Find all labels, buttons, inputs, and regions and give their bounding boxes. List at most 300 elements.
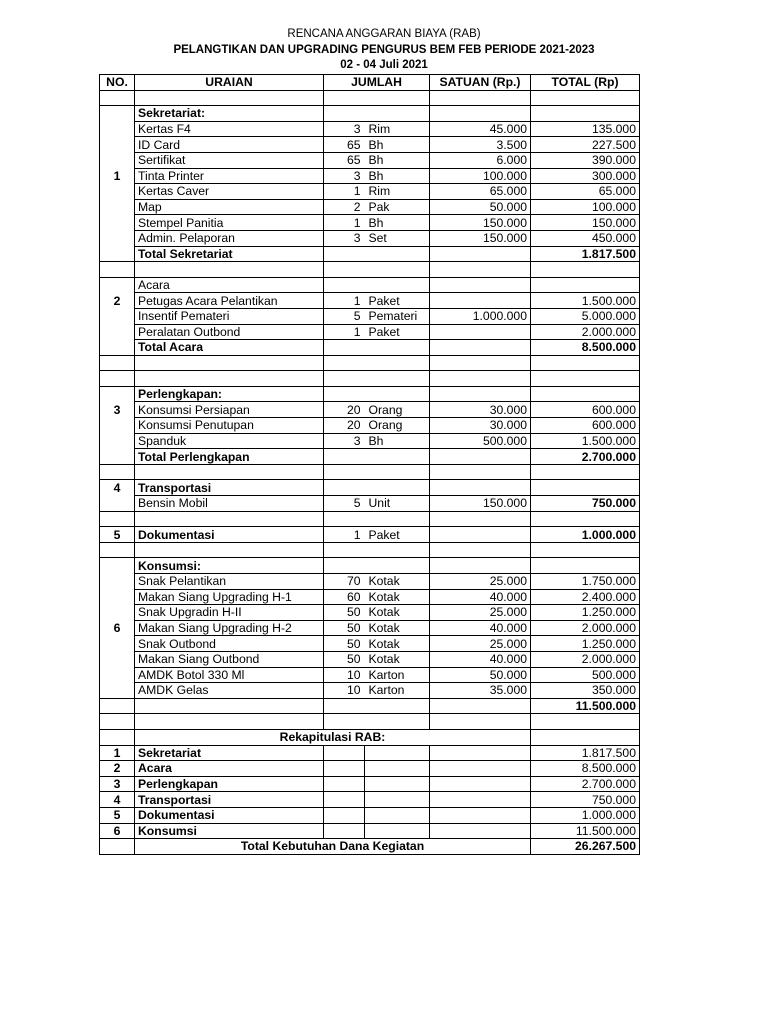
recap-number: 6 (100, 823, 135, 839)
row-number (100, 511, 135, 527)
price-cell (430, 558, 531, 574)
row-number (100, 184, 135, 200)
row-number (100, 152, 135, 168)
row-number (100, 90, 135, 106)
table-row (100, 121, 640, 137)
item-total: 1.000.000 (531, 527, 640, 543)
item-price: 3.500 (430, 137, 531, 153)
unit-cell (365, 90, 430, 106)
table-row (100, 589, 640, 605)
uraian-cell (135, 262, 324, 278)
table-row (100, 527, 640, 543)
item-total: 450.000 (531, 230, 640, 246)
blank-row (100, 511, 640, 527)
table-row (100, 324, 640, 340)
item-label: Map (135, 199, 324, 215)
item-label: Konsumsi Persiapan (135, 402, 324, 418)
qty-cell (324, 792, 365, 808)
item-price: 25.000 (430, 574, 531, 590)
col-header-total: TOTAL (Rp) (531, 75, 640, 91)
qty-cell (324, 277, 365, 293)
qty-cell (324, 823, 365, 839)
item-label: Insentif Pemateri (135, 308, 324, 324)
qty-cell (324, 262, 365, 278)
budget-table (99, 74, 640, 855)
price-cell (430, 480, 531, 496)
row-number (100, 496, 135, 512)
item-unit: Pak (365, 199, 430, 215)
recap-total: 11.500.000 (531, 823, 640, 839)
row-number (100, 698, 135, 714)
item-total: 500.000 (531, 667, 640, 683)
item-label: Makan Siang Upgrading H-2 (135, 620, 324, 636)
table-row (100, 293, 640, 309)
total-cell (531, 714, 640, 730)
section-heading: Konsumsi: (135, 558, 324, 574)
section-heading: Sekretariat: (135, 106, 324, 122)
table-row (100, 620, 640, 636)
grand-total-row (100, 839, 640, 855)
item-unit: Rim (365, 184, 430, 200)
item-price: 30.000 (430, 418, 531, 434)
item-qty: 1 (324, 324, 365, 340)
total-cell (531, 511, 640, 527)
subtotal-row (100, 246, 640, 262)
row-number (100, 558, 135, 574)
blank-row (100, 464, 640, 480)
item-unit: Kotak (365, 574, 430, 590)
item-unit: Rim (365, 121, 430, 137)
section-heading: Acara (135, 277, 324, 293)
row-number: 3 (100, 402, 135, 418)
row-number (100, 589, 135, 605)
item-unit: Paket (365, 324, 430, 340)
item-qty: 20 (324, 418, 365, 434)
row-number (100, 636, 135, 652)
table-row (100, 496, 640, 512)
qty-cell (324, 511, 365, 527)
uraian-cell (135, 542, 324, 558)
document-subtitle: PELANGTIKAN DAN UPGRADING PENGURUS BEM FEB PERIODE 2021-2023 (173, 44, 595, 56)
qty-cell (324, 698, 365, 714)
item-label: AMDK Gelas (135, 683, 324, 699)
table-row (100, 308, 640, 324)
recap-number: 4 (100, 792, 135, 808)
col-header-satuan: SATUAN (Rp.) (430, 75, 531, 91)
item-unit: Bh (365, 168, 430, 184)
item-total: 350.000 (531, 683, 640, 699)
item-label: Kertas F4 (135, 121, 324, 137)
item-price: 150.000 (430, 215, 531, 231)
item-price: 40.000 (430, 651, 531, 667)
row-number (100, 199, 135, 215)
row-number (100, 246, 135, 262)
item-price: 1.000.000 (430, 308, 531, 324)
item-qty: 70 (324, 574, 365, 590)
item-total: 2.000.000 (531, 620, 640, 636)
blank-row (100, 714, 640, 730)
price-cell (430, 262, 531, 278)
table-row (100, 683, 640, 699)
row-number (100, 324, 135, 340)
recap-total: 1.000.000 (531, 807, 640, 823)
price-cell (430, 386, 531, 402)
subtotal-label: Total Acara (135, 340, 324, 356)
item-label: Bensin Mobil (135, 496, 324, 512)
item-qty: 50 (324, 651, 365, 667)
item-label: Tinta Printer (135, 168, 324, 184)
price-cell (430, 90, 531, 106)
unit-cell (365, 262, 430, 278)
item-qty: 1 (324, 293, 365, 309)
price-cell (430, 464, 531, 480)
price-cell (430, 277, 531, 293)
unit-cell (365, 542, 430, 558)
table-row (100, 277, 640, 293)
row-number (100, 277, 135, 293)
unit-cell (365, 511, 430, 527)
table-row (100, 574, 640, 590)
item-qty: 65 (324, 137, 365, 153)
subtotal-row (100, 340, 640, 356)
item-unit: Kotak (365, 605, 430, 621)
recap-total: 2.700.000 (531, 776, 640, 792)
recap-title-row (100, 729, 640, 745)
subtotal-row (100, 449, 640, 465)
item-price: 100.000 (430, 168, 531, 184)
recap-label: Perlengkapan (135, 776, 324, 792)
price-cell (430, 511, 531, 527)
total-cell (531, 464, 640, 480)
table-row (100, 651, 640, 667)
item-unit: Unit (365, 496, 430, 512)
item-total: 2.000.000 (531, 651, 640, 667)
row-number (100, 714, 135, 730)
total-cell (531, 480, 640, 496)
row-number (100, 449, 135, 465)
blank-row (100, 355, 640, 371)
item-label: Makan Siang Outbond (135, 651, 324, 667)
total-cell (531, 386, 640, 402)
grand-total-label: Total Kebutuhan Dana Kegiatan (135, 839, 531, 855)
item-price: 35.000 (430, 683, 531, 699)
table-row (100, 168, 640, 184)
item-total: 600.000 (531, 402, 640, 418)
qty-cell (324, 340, 365, 356)
table-row (100, 199, 640, 215)
recap-total: 750.000 (531, 792, 640, 808)
qty-cell (324, 807, 365, 823)
recap-row (100, 776, 640, 792)
recap-total: 8.500.000 (531, 761, 640, 777)
item-label: Stempel Panitia (135, 215, 324, 231)
unit-cell (365, 745, 430, 761)
item-qty: 65 (324, 152, 365, 168)
row-number (100, 729, 135, 745)
row-number (100, 106, 135, 122)
row-number (100, 667, 135, 683)
price-cell (430, 246, 531, 262)
recap-number: 3 (100, 776, 135, 792)
total-cell (531, 90, 640, 106)
item-total: 750.000 (531, 496, 640, 512)
unit-cell (365, 480, 430, 496)
price-cell (430, 106, 531, 122)
item-qty: 3 (324, 121, 365, 137)
item-total: 1.500.000 (531, 293, 640, 309)
item-label: Snak Upgradin H-II (135, 605, 324, 621)
item-label: Spanduk (135, 433, 324, 449)
qty-cell (324, 558, 365, 574)
total-cell (531, 558, 640, 574)
item-price: 40.000 (430, 589, 531, 605)
total-cell (531, 542, 640, 558)
row-number (100, 651, 135, 667)
qty-cell (324, 355, 365, 371)
item-price: 50.000 (430, 199, 531, 215)
table-row (100, 418, 640, 434)
budget-rows (100, 90, 640, 854)
item-total: 1.500.000 (531, 433, 640, 449)
uraian-cell (135, 355, 324, 371)
qty-cell (324, 449, 365, 465)
item-unit: Bh (365, 433, 430, 449)
row-number (100, 137, 135, 153)
item-total: 227.500 (531, 137, 640, 153)
unit-cell (365, 246, 430, 262)
subtotal-value: 8.500.000 (531, 340, 640, 356)
item-price: 40.000 (430, 620, 531, 636)
item-price (430, 324, 531, 340)
item-label: ID Card (135, 137, 324, 153)
row-number (100, 262, 135, 278)
price-cell (430, 449, 531, 465)
row-number (100, 355, 135, 371)
price-cell (430, 807, 531, 823)
item-qty: 5 (324, 496, 365, 512)
col-header-jumlah: JUMLAH (324, 75, 430, 91)
recap-row (100, 745, 640, 761)
recap-number: 1 (100, 745, 135, 761)
row-number: 5 (100, 527, 135, 543)
row-number (100, 308, 135, 324)
row-number (100, 839, 135, 855)
item-total: 300.000 (531, 168, 640, 184)
table-header-row (100, 75, 640, 91)
price-cell (430, 542, 531, 558)
total-cell (531, 355, 640, 371)
item-price (430, 293, 531, 309)
item-price: 150.000 (430, 230, 531, 246)
subtotal-label (135, 698, 324, 714)
recap-label: Dokumentasi (135, 807, 324, 823)
row-number (100, 433, 135, 449)
item-qty: 3 (324, 230, 365, 246)
row-number (100, 340, 135, 356)
row-number (100, 464, 135, 480)
unit-cell (365, 386, 430, 402)
table-row (100, 558, 640, 574)
item-qty: 2 (324, 199, 365, 215)
item-unit: Paket (365, 527, 430, 543)
unit-cell (365, 277, 430, 293)
total-cell (531, 277, 640, 293)
item-qty: 50 (324, 620, 365, 636)
row-number (100, 542, 135, 558)
row-number (100, 371, 135, 387)
price-cell (430, 714, 531, 730)
item-qty: 50 (324, 636, 365, 652)
item-qty: 3 (324, 168, 365, 184)
item-label: AMDK Botol 330 Ml (135, 667, 324, 683)
row-number (100, 683, 135, 699)
uraian-cell (135, 714, 324, 730)
item-qty: 10 (324, 683, 365, 699)
section-heading: Perlengkapan: (135, 386, 324, 402)
qty-cell (324, 776, 365, 792)
unit-cell (365, 792, 430, 808)
item-unit: Kotak (365, 636, 430, 652)
blank-row (100, 262, 640, 278)
item-unit: Kotak (365, 651, 430, 667)
unit-cell (365, 340, 430, 356)
item-unit: Set (365, 230, 430, 246)
item-qty: 1 (324, 527, 365, 543)
blank-row (100, 90, 640, 106)
qty-cell (324, 246, 365, 262)
item-unit: Karton (365, 667, 430, 683)
blank-row (100, 371, 640, 387)
item-total: 150.000 (531, 215, 640, 231)
qty-cell (324, 386, 365, 402)
table-row (100, 667, 640, 683)
item-total: 390.000 (531, 152, 640, 168)
item-unit: Paket (365, 293, 430, 309)
recap-label: Acara (135, 761, 324, 777)
qty-cell (324, 745, 365, 761)
unit-cell (365, 558, 430, 574)
subtotal-value: 1.817.500 (531, 246, 640, 262)
row-number (100, 574, 135, 590)
qty-cell (324, 542, 365, 558)
recap-row (100, 761, 640, 777)
item-qty: 20 (324, 402, 365, 418)
item-price: 50.000 (430, 667, 531, 683)
qty-cell (324, 106, 365, 122)
qty-cell (324, 90, 365, 106)
table-row (100, 605, 640, 621)
qty-cell (324, 371, 365, 387)
table-row (100, 137, 640, 153)
price-cell (430, 355, 531, 371)
unit-cell (365, 698, 430, 714)
price-cell (430, 776, 531, 792)
price-cell (430, 371, 531, 387)
item-qty: 10 (324, 667, 365, 683)
item-label: Sertifikat (135, 152, 324, 168)
item-label: Makan Siang Upgrading H-1 (135, 589, 324, 605)
item-unit: Orang (365, 402, 430, 418)
subtotal-row (100, 698, 640, 714)
row-number (100, 418, 135, 434)
qty-cell (324, 761, 365, 777)
item-price: 6.000 (430, 152, 531, 168)
unit-cell (365, 106, 430, 122)
total-cell (531, 262, 640, 278)
item-qty: 60 (324, 589, 365, 605)
row-number (100, 605, 135, 621)
item-label: Snak Pelantikan (135, 574, 324, 590)
item-unit: Pemateri (365, 308, 430, 324)
item-unit: Bh (365, 215, 430, 231)
subtotal-label: Total Sekretariat (135, 246, 324, 262)
price-cell (430, 792, 531, 808)
uraian-cell (135, 371, 324, 387)
table-row (100, 636, 640, 652)
col-header-no: NO. (100, 75, 135, 91)
table-row (100, 106, 640, 122)
price-cell (430, 823, 531, 839)
section-heading: Transportasi (135, 480, 324, 496)
item-qty: 5 (324, 308, 365, 324)
item-total: 600.000 (531, 418, 640, 434)
document-date: 02 - 04 Juli 2021 (340, 59, 428, 71)
recap-row (100, 823, 640, 839)
item-total: 65.000 (531, 184, 640, 200)
item-unit: Kotak (365, 589, 430, 605)
qty-cell (324, 464, 365, 480)
unit-cell (365, 714, 430, 730)
unit-cell (365, 823, 430, 839)
table-row (100, 184, 640, 200)
item-total: 135.000 (531, 121, 640, 137)
unit-cell (365, 761, 430, 777)
item-label: Dokumentasi (135, 527, 324, 543)
row-number (100, 121, 135, 137)
unit-cell (365, 355, 430, 371)
item-total: 5.000.000 (531, 308, 640, 324)
price-cell (430, 340, 531, 356)
row-number (100, 386, 135, 402)
row-number: 1 (100, 168, 135, 184)
grand-total-value: 26.267.500 (531, 839, 640, 855)
unit-cell (365, 464, 430, 480)
item-unit: Orang (365, 418, 430, 434)
table-row (100, 433, 640, 449)
item-unit: Bh (365, 137, 430, 153)
unit-cell (365, 371, 430, 387)
row-number: 2 (100, 293, 135, 309)
item-qty: 3 (324, 433, 365, 449)
subtotal-value: 11.500.000 (531, 698, 640, 714)
item-label: Snak Outbond (135, 636, 324, 652)
col-header-uraian: URAIAN (135, 75, 324, 91)
recap-label: Sekretariat (135, 745, 324, 761)
qty-cell (324, 714, 365, 730)
recap-title: Rekapitulasi RAB: (135, 729, 531, 745)
subtotal-label: Total Perlengkapan (135, 449, 324, 465)
item-total: 1.250.000 (531, 636, 640, 652)
item-price: 500.000 (430, 433, 531, 449)
recap-total: 1.817.500 (531, 745, 640, 761)
row-number (100, 215, 135, 231)
item-price (430, 527, 531, 543)
table-row (100, 152, 640, 168)
recap-label: Konsumsi (135, 823, 324, 839)
table-row (100, 386, 640, 402)
recap-row (100, 792, 640, 808)
unit-cell (365, 449, 430, 465)
